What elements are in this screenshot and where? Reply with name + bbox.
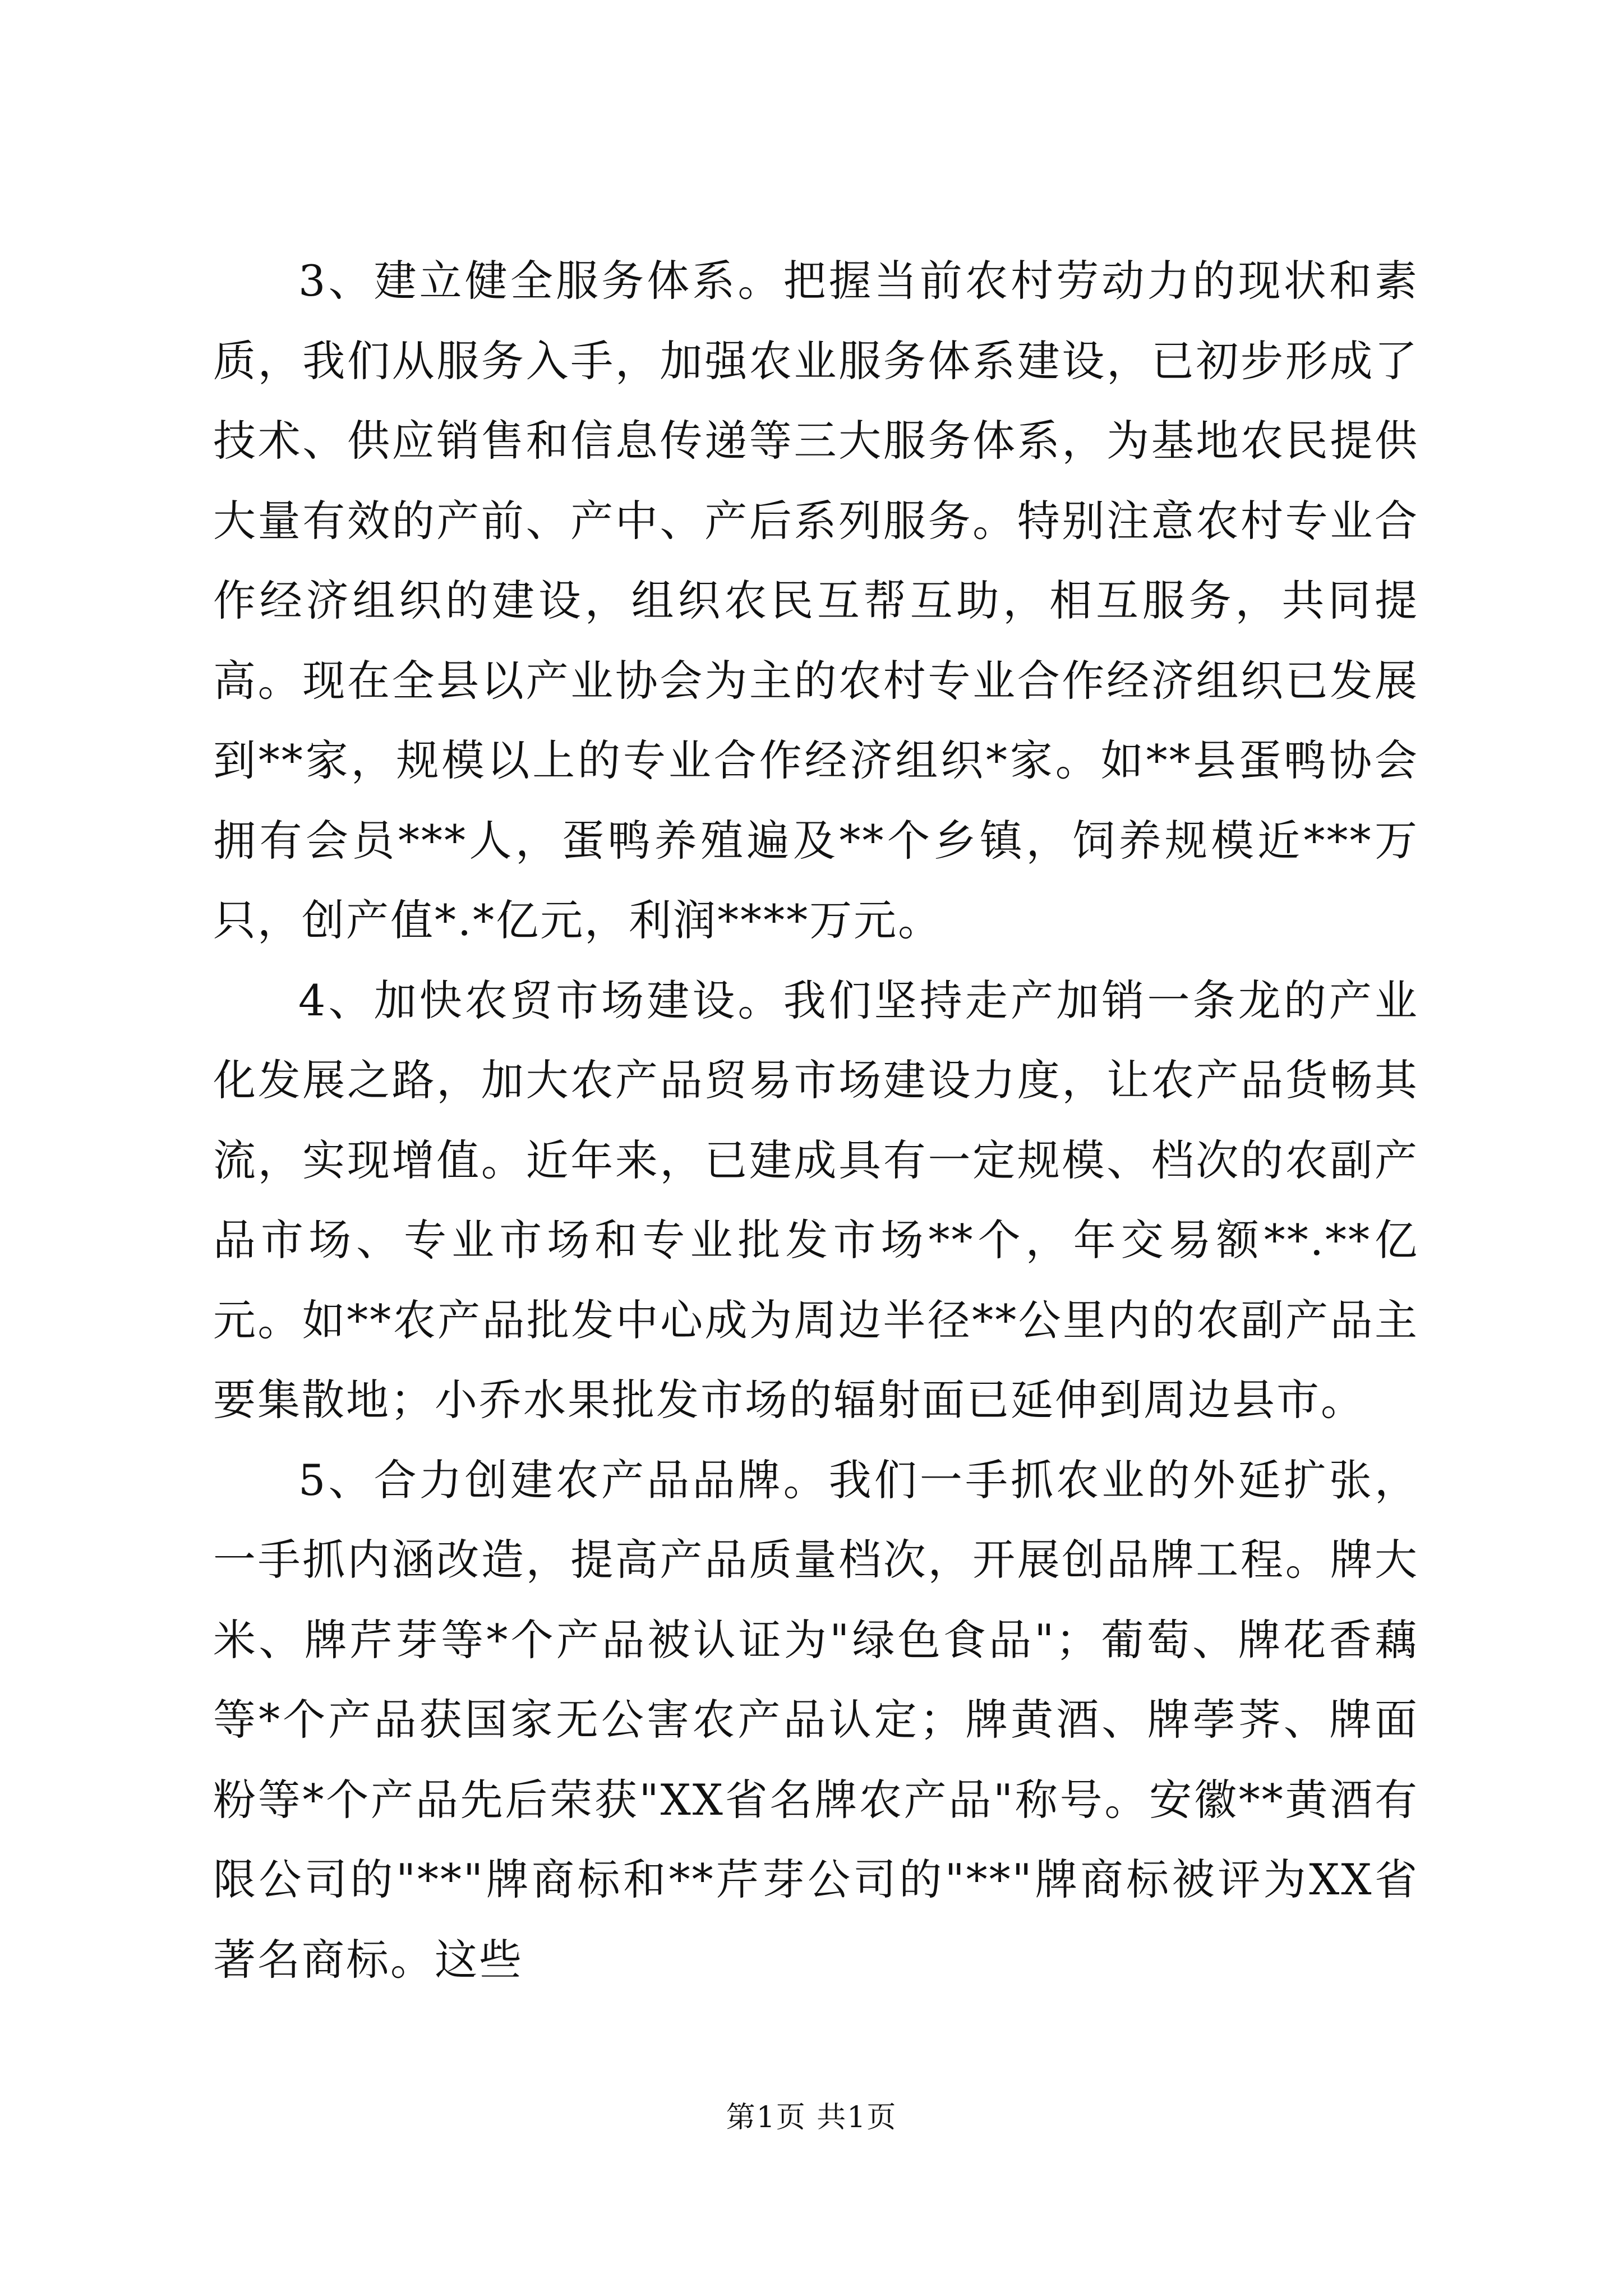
- paragraph-market-construction: 4、加快农贸市场建设。我们坚持走产加销一条龙的产业化发展之路，加大农产品贸易市场建设力度，让农产品货畅其流，实现增值。近年来，已建成具有一定规模、档次的农副产品市场、专业市场和专业批发市场**个，年交易额**.**亿元。如**农产品批发中心成为周边半径**公里内的农副产品主要集散地；小乔水果批发市场的辐射面已延伸到周边县市。: [213, 975, 1419, 1425]
- paragraph-service-system: 3、建立健全服务体系。把握当前农村劳动力的现状和素质，我们从服务入手，加强农业服务体系建设，已初步形成了技术、供应销售和信息传递等三大服务体系，为基地农民提供大量有效的产前、产中、产后系列服务。特别注意农村专业合作经济组织的建设，组织农民互帮互助，相互服务，共同提高。现在全县以产业协会为主的农村专业合作经济组织已发展到**家，规模以上的专业合作经济组织*家。如**县蛋鸭协会拥有会员***人，蛋鸭养殖遍及**个乡镇，饲养规模近***万只，创产值*.*亿元，利润****万元。: [213, 256, 1419, 945]
- page-footer: 第1页 共1页: [726, 2101, 897, 2134]
- document-body: [213, 241, 1419, 2000]
- paragraph-brand-building: 5、合力创建农产品品牌。我们一手抓农业的外延扩张，一手抓内涵改造，提高产品质量档次，开展创品牌工程。牌大米、牌芹芽等*个产品被认证为"绿色食品"；葡萄、牌花香藕等*个产品获国家无公害农产品认定；牌黄酒、牌荸荠、牌面粉等*个产品先后荣获"XX省名牌农产品"称号。安徽**黄酒有限公司的"**"牌商标和**芹芽公司的"**"牌商标被评为XX省著名商标。这些: [213, 1455, 1419, 1985]
